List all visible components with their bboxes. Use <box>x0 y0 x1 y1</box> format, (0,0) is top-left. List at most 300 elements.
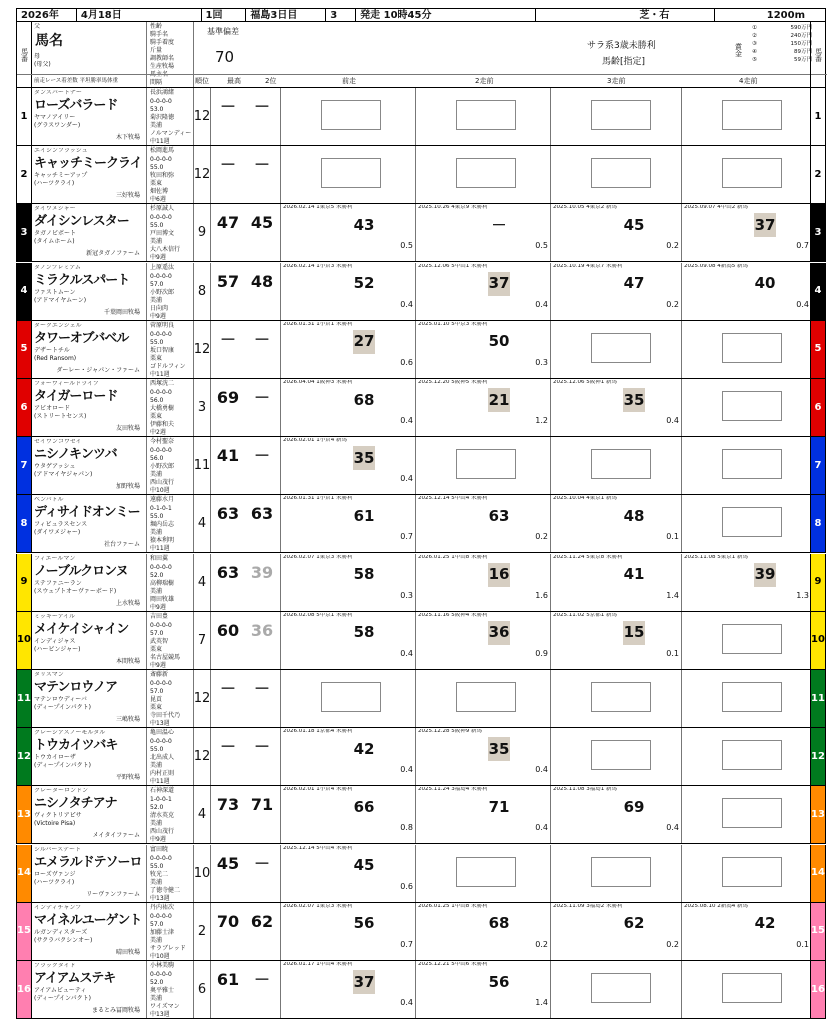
race-info: 2026.02.01 1小倉4 未勝利 <box>283 787 353 793</box>
weight: 53.0 <box>150 106 164 113</box>
past-race-empty <box>551 728 682 785</box>
race-score: 45 <box>623 215 645 234</box>
race-score: 37 <box>488 272 510 296</box>
stable-region: 栗東 <box>150 180 163 188</box>
umaban-right: 11 <box>810 670 825 727</box>
race-margin: 0.8 <box>400 823 413 833</box>
best-score: － <box>219 679 236 698</box>
jockey-name: 和田翼 <box>150 554 169 562</box>
past-race[interactable] <box>416 903 551 960</box>
race-info: 2026.02.08 5中京1 未勝利 <box>283 612 353 618</box>
interval: 中9週 <box>150 312 166 320</box>
dam-name: アビオロード <box>34 405 71 412</box>
trainer-name: 清水英克 <box>150 812 175 820</box>
jockey-name: 丹内祐次 <box>150 903 175 911</box>
sire-name: ダイワメジャー <box>34 206 76 213</box>
past-race-empty <box>416 670 551 727</box>
stable-region: 美浦 <box>150 122 163 129</box>
past-race[interactable] <box>281 612 416 669</box>
base-label: 基準偏差 <box>207 27 239 36</box>
race-margin: 0.4 <box>535 823 548 833</box>
race-info: 2025.11.24 3福島4 未勝利 <box>418 787 488 793</box>
horse-name[interactable]: ニシノタチアナ <box>34 796 117 812</box>
race-margin: 0.2 <box>535 939 548 949</box>
race-info: 2025.11.16 5阪神4 未勝利 <box>418 612 488 618</box>
race-score: 15 <box>623 621 645 645</box>
owner-label: 馬主名 <box>150 71 169 78</box>
horse-info <box>32 437 147 494</box>
second-score: － <box>253 388 270 407</box>
past-race[interactable] <box>281 903 416 960</box>
race-margin: 0.6 <box>400 357 413 367</box>
umaban-right: 8 <box>810 495 825 552</box>
horse-info <box>32 88 147 145</box>
jockey-record: 0-0-0-0 <box>150 98 172 105</box>
past-race[interactable] <box>416 263 551 320</box>
race-score: 56 <box>488 972 510 991</box>
race-info: 2025.12.28 5阪神9 新馬 <box>418 729 482 735</box>
race-score: 52 <box>353 274 375 293</box>
race-score: 68 <box>488 914 510 933</box>
race-margin: 0.4 <box>796 299 809 309</box>
horse-name[interactable]: メイケイシャイン <box>34 621 129 637</box>
best-scores <box>211 321 281 378</box>
jockey-info <box>147 146 194 203</box>
race-info: 2026.01.31 1小倉1 未勝利 <box>283 496 353 502</box>
race-margin: 0.4 <box>535 765 548 775</box>
rank: 6 <box>194 961 211 1018</box>
horse-name[interactable]: トウカイツバキ <box>34 738 118 754</box>
jockey-record: 0-0-0-0 <box>150 854 172 862</box>
interval: 中11週 <box>150 778 170 786</box>
past-race[interactable] <box>281 961 416 1018</box>
stable-region: 美浦 <box>150 296 163 304</box>
second-score: 63 <box>250 504 274 524</box>
horse-info <box>32 495 147 552</box>
trainer-name: 昆貢 <box>150 696 163 703</box>
race-score: 62 <box>623 914 645 933</box>
horse-row <box>16 495 826 553</box>
trainer-name: 奥平雅士 <box>150 987 175 994</box>
jockey-record: 0-0-0-0 <box>150 680 172 687</box>
past-race[interactable] <box>416 321 551 378</box>
race-margin: 0.9 <box>535 648 548 658</box>
umaban-right: 12 <box>810 728 825 785</box>
weight: 57.0 <box>150 629 164 637</box>
umaban-right: 5 <box>810 321 825 378</box>
race-margin: 0.2 <box>535 532 548 542</box>
empty-grid <box>722 682 782 712</box>
owner-name: ワイズマン <box>150 1003 180 1010</box>
weight: 55.0 <box>150 164 164 172</box>
past-race-empty <box>416 437 551 494</box>
weight: 55.0 <box>150 338 164 346</box>
second-score: 71 <box>250 795 274 815</box>
sire-name: ダンスパートナー <box>34 90 82 96</box>
past-race[interactable] <box>416 961 551 1018</box>
owner-name: ノルマンディー <box>150 130 192 137</box>
second-score: － <box>253 155 270 175</box>
owner-name: 西山茂行 <box>150 828 175 836</box>
weight: 52.0 <box>150 979 164 986</box>
horse-name[interactable]: タワーオブバベル <box>34 330 129 346</box>
empty-grid <box>591 100 651 130</box>
horse-name[interactable]: マテンロウノア <box>34 680 117 695</box>
horse-info <box>32 728 147 785</box>
dam-name: ウタゲアッシュ <box>34 463 76 471</box>
horse-info <box>32 321 147 378</box>
past-race[interactable] <box>281 321 416 378</box>
rank: 3 <box>194 379 211 436</box>
interval: 中9週 <box>150 661 166 669</box>
sire-name: ブラックタイド <box>34 963 76 969</box>
past-race[interactable] <box>281 786 416 843</box>
race-margin: 0.2 <box>666 299 679 309</box>
jockey-name: 西塚洸二 <box>150 380 175 387</box>
jockey-name: 斎藤新 <box>150 671 169 678</box>
weight-label: 斤量 <box>150 47 163 54</box>
jockey-info <box>147 88 194 145</box>
empty-grid <box>722 798 782 828</box>
empty-grid <box>321 100 381 130</box>
past-race[interactable] <box>416 495 551 552</box>
past-race[interactable] <box>682 204 812 261</box>
trainer-name: 北出成人 <box>150 754 175 762</box>
sire-name: ベンバトル <box>34 497 64 504</box>
race-score: 35 <box>623 388 645 412</box>
race-score: 42 <box>353 739 375 758</box>
interval: 中9週 <box>150 603 166 611</box>
damsire-name: (ダイワメジャー) <box>34 529 81 537</box>
prev3-label: 3走前 <box>607 77 626 85</box>
past-race-empty <box>682 612 812 669</box>
race-info: 2025.11.08 5東京1 新馬 <box>684 554 748 560</box>
past-race[interactable] <box>416 554 551 611</box>
rank: 4 <box>194 786 211 843</box>
owner-name: 内村正則 <box>150 770 175 778</box>
past-race[interactable] <box>281 845 416 902</box>
past-race-empty <box>551 321 682 378</box>
empty-grid <box>722 158 782 188</box>
race-margin: 1.6 <box>535 590 548 600</box>
race-margin: 0.5 <box>535 241 548 251</box>
past-race[interactable] <box>281 554 416 611</box>
rank: 12 <box>194 670 211 727</box>
jockey-info <box>147 204 194 261</box>
sex-label: 性齢 <box>150 23 163 30</box>
umaban-left: 6 <box>17 379 32 436</box>
past-race-empty <box>682 321 812 378</box>
best-scores <box>211 495 281 552</box>
trainer-name: 坂口智康 <box>150 346 175 354</box>
year: 2026年 <box>17 9 77 21</box>
horse-name[interactable]: ノーブルクロンヌ <box>34 563 128 579</box>
past-race[interactable] <box>551 786 682 843</box>
race-margin: 0.6 <box>400 881 413 891</box>
race-score: 39 <box>754 563 776 587</box>
kai: 1回 <box>202 9 247 21</box>
past-race[interactable] <box>551 204 682 261</box>
empty-grid <box>591 333 651 363</box>
past-race-empty <box>551 88 682 145</box>
horse-name[interactable]: エメラルドテソーロ <box>34 854 142 870</box>
second-score: － <box>253 737 270 757</box>
past-race[interactable] <box>551 903 682 960</box>
interval: 中6週 <box>150 196 166 204</box>
race-score: 37 <box>353 970 375 994</box>
jockey-name: 今村聖奈 <box>150 438 175 446</box>
jockey-name: 松岡進馬 <box>150 147 175 155</box>
race-sheet <box>16 8 826 1020</box>
race-score: 47 <box>623 274 645 293</box>
second-score: － <box>253 329 270 349</box>
past-race[interactable] <box>281 728 416 785</box>
horse-name[interactable]: ローズバラード <box>34 98 118 113</box>
race-score: 43 <box>353 215 375 234</box>
race-info: 2026.01.17 1中山4 未勝利 <box>283 962 353 967</box>
jockey-name: 亀田温心 <box>150 729 175 737</box>
jockey-record: 0-0-0-0 <box>150 272 172 280</box>
horse-row <box>16 554 826 612</box>
trainer-name: 武英智 <box>150 637 169 645</box>
past-race[interactable] <box>281 495 416 552</box>
breeder-farm: 晴田牧場 <box>115 948 140 956</box>
jockey-name: 遠藤水月 <box>150 496 175 504</box>
race-margin: 0.1 <box>666 648 679 658</box>
race-margin: 0.3 <box>400 590 413 600</box>
jockey-record: 0-1-0-1 <box>150 505 172 513</box>
prize-label: 賞金 <box>735 43 742 58</box>
race-score: 16 <box>488 563 510 587</box>
name-label: 馬名 <box>35 33 63 49</box>
damsire-name: (ディープインパクト) <box>34 762 91 770</box>
horse-name[interactable]: ニシノキンツバ <box>34 447 117 463</box>
rank: 10 <box>194 845 211 902</box>
second-score: － <box>253 97 270 116</box>
stable-region: 美浦 <box>150 878 163 886</box>
horse-row <box>16 903 826 961</box>
jockey-info <box>147 670 194 727</box>
owner-name: 寺田千代乃 <box>150 712 181 719</box>
race-margin: 1.3 <box>796 590 809 600</box>
race-margin: 0.7 <box>400 532 413 542</box>
past-race[interactable] <box>416 728 551 785</box>
second-score: 45 <box>250 213 274 233</box>
past-race[interactable] <box>416 379 551 436</box>
best-label: 最高 <box>227 77 241 85</box>
past-race[interactable] <box>551 379 682 436</box>
race-number: 3 <box>326 9 356 21</box>
horse-name[interactable]: ミラクルスパート <box>34 272 130 288</box>
empty-grid <box>591 682 651 712</box>
stable-region: 美浦 <box>150 936 163 944</box>
horse-row <box>16 728 826 786</box>
race-score: 71 <box>488 797 510 816</box>
horse-name[interactable]: タイガーロード <box>34 389 118 404</box>
horse-info <box>32 146 147 203</box>
prev4-label: 4走前 <box>739 77 758 85</box>
sire-name: インディチャンプ <box>34 904 82 911</box>
past-race[interactable] <box>551 263 682 320</box>
dam-name: マテンロウディーバ <box>34 696 87 703</box>
empty-grid <box>722 391 782 421</box>
umaban-left: 8 <box>17 495 32 552</box>
second-score: 62 <box>250 911 274 931</box>
jockey-info <box>147 321 194 378</box>
empty-grid <box>722 624 782 654</box>
interval: 中10週 <box>150 952 170 960</box>
umaban-left: 11 <box>17 670 32 727</box>
race-info: 2026.02.07 1東京3 未勝利 <box>283 554 353 560</box>
past-race[interactable] <box>416 204 551 261</box>
race-margin: 0.4 <box>400 416 413 425</box>
past-race-empty <box>281 670 416 727</box>
past-race[interactable] <box>682 903 812 960</box>
race-info: 2026.01.31 1小倉1 未勝利 <box>283 321 353 327</box>
horse-info <box>32 845 147 902</box>
breeder-farm: 友田牧場 <box>115 425 140 432</box>
empty-grid <box>722 507 782 537</box>
second-score: － <box>253 446 270 466</box>
race-info: 2026.01.25 1中山8 未勝利 <box>418 554 488 560</box>
breeder-farm: 千葉岡田牧場 <box>103 308 140 316</box>
race-info: 2026.02.14 1小倉3 未勝利 <box>283 263 353 269</box>
horse-name[interactable]: ダイシンレスター <box>34 214 129 230</box>
horse-row <box>16 204 826 262</box>
race-score: 63 <box>488 506 510 525</box>
horse-name[interactable]: マイネルユーゲント <box>34 912 142 928</box>
interval: 中11週 <box>150 370 170 378</box>
race-margin: 0.3 <box>535 357 548 367</box>
breeder-farm: 三嶋牧場 <box>115 716 140 723</box>
past-race[interactable] <box>281 204 416 261</box>
breeder-farm: 社台ファーム <box>104 541 140 549</box>
jockey-info <box>147 495 194 552</box>
sire-name: ダークエンジェル <box>34 322 82 329</box>
umaban-left: 7 <box>17 437 32 494</box>
rank: 9 <box>194 204 211 261</box>
past-race[interactable] <box>416 786 551 843</box>
horse-info <box>32 786 147 843</box>
owner-name: 伊藤和夫 <box>150 421 175 428</box>
jockey-record: 0-0-0-0 <box>150 156 172 164</box>
past-race[interactable] <box>682 554 812 611</box>
race-condition: 馬齢[指定] <box>602 57 646 67</box>
jockey-record: 0-0-0-0 <box>150 563 172 571</box>
past-race[interactable] <box>281 437 416 494</box>
sire-name: フォーウィールドライブ <box>34 381 99 387</box>
horse-name[interactable]: キャッチミークライ <box>34 156 142 172</box>
horse-info <box>32 554 147 611</box>
jockey-name: 吉田豊 <box>150 612 169 620</box>
damsire-name: (スウェプトオーヴァーボード) <box>34 587 117 595</box>
owner-name: 西山茂行 <box>150 479 175 487</box>
best-scores <box>211 612 281 669</box>
best-scores <box>211 786 281 843</box>
trainer-name: 牧田和弥 <box>150 172 175 180</box>
race-margin: 0.4 <box>400 474 413 484</box>
race-info: 2025.10.04 4東京1 新馬 <box>553 496 617 502</box>
stable-label: 調教師名 <box>150 55 175 62</box>
empty-grid <box>722 973 782 1003</box>
umaban-right: 9 <box>810 554 825 611</box>
stable-region: 美浦 <box>150 471 163 479</box>
umaban-left: 9 <box>17 554 32 611</box>
second-label: 2位 <box>265 77 277 85</box>
horse-name[interactable]: ディサイドオンミー <box>34 505 140 521</box>
best-scores <box>211 437 281 494</box>
damsire-name: (サクラバクシンオー) <box>34 936 93 944</box>
past-race[interactable] <box>281 263 416 320</box>
best-score: 45 <box>216 853 240 873</box>
past-race[interactable] <box>281 379 416 436</box>
past-race-empty <box>551 845 682 902</box>
past-race[interactable] <box>551 495 682 552</box>
race-margin: 0.1 <box>796 939 809 949</box>
umaban-right: 14 <box>810 845 825 902</box>
jockey-name: 小林美駒 <box>150 962 175 969</box>
owner-name: 猿本利明 <box>150 537 175 545</box>
past-race[interactable] <box>416 612 551 669</box>
second-score: － <box>253 679 270 698</box>
breeder-farm: リーヴァンファーム <box>86 890 140 898</box>
empty-grid <box>722 333 782 363</box>
umaban-right: 1 <box>810 88 825 145</box>
best-score: 70 <box>216 911 240 931</box>
past-race-empty <box>682 845 812 902</box>
horse-row <box>16 146 826 204</box>
stable-region: 美浦 <box>150 529 163 537</box>
race-info: 2025.09.07 4中山2 新馬 <box>684 205 748 211</box>
interval: 中9週 <box>150 254 166 262</box>
past-race[interactable] <box>682 263 812 320</box>
past-race[interactable] <box>551 612 682 669</box>
horse-row <box>16 321 826 379</box>
empty-grid <box>456 449 516 479</box>
umaban-left: 3 <box>17 204 32 261</box>
best-score: － <box>219 329 236 349</box>
race-info: 2025.11.08 3福島1 新馬 <box>553 787 617 793</box>
dam-name: キャッチミーアップ <box>34 172 88 180</box>
race-info: 2025.08.10 2新潟4 新馬 <box>684 903 748 909</box>
race-margin: 0.2 <box>666 241 679 251</box>
sire-name: エイシンフラッシュ <box>34 148 88 155</box>
past-race-empty <box>682 88 812 145</box>
past-race-empty <box>682 786 812 843</box>
race-margin: 0.4 <box>666 823 679 833</box>
empty-grid <box>591 449 651 479</box>
prize-list: ① 590万円 ② 240万円 ③ 150万円 ④ 89万円 ⑤ 59万円 <box>752 25 812 63</box>
jockey-record: 0-0-0-0 <box>150 738 172 746</box>
empty-grid <box>591 158 651 188</box>
past-race[interactable] <box>551 554 682 611</box>
stable-region: 栗東 <box>150 413 163 420</box>
sire-name: グレーシアスノーモルタル <box>34 730 106 737</box>
second-score: － <box>253 853 270 873</box>
rank: 11 <box>194 437 211 494</box>
empty-grid <box>722 449 782 479</box>
weight: 57.0 <box>150 280 164 288</box>
past-race-empty <box>682 146 812 203</box>
horse-name[interactable]: アイアムステキ <box>34 971 116 986</box>
base-value: 70 <box>215 48 235 66</box>
umaban-right: 6 <box>810 379 825 436</box>
jockey-record: 0-0-0-0 <box>150 912 172 920</box>
rank: 8 <box>194 263 211 320</box>
rank: 4 <box>194 495 211 552</box>
weight: 55.0 <box>150 222 164 230</box>
second-score: － <box>253 970 270 989</box>
